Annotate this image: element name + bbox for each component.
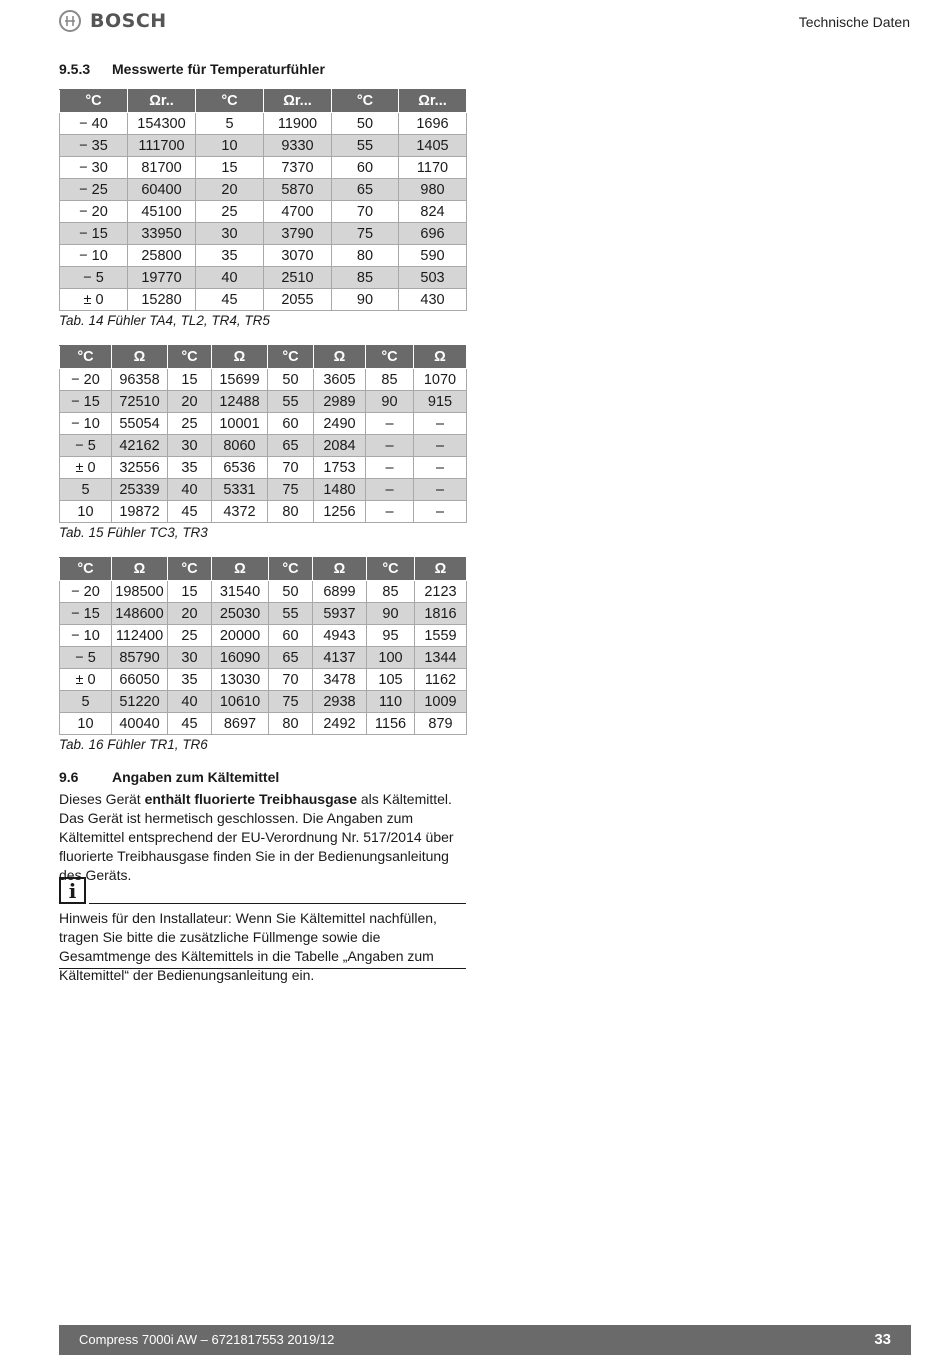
table-cell: 40040 — [112, 713, 168, 735]
table-cell: 16090 — [212, 647, 269, 669]
page-number: 33 — [874, 1331, 891, 1348]
table-cell: 15699 — [212, 369, 268, 391]
table-row — [60, 647, 467, 669]
table-cell: 2055 — [264, 289, 332, 311]
table-row — [60, 391, 467, 413]
table-cell: 19872 — [112, 501, 168, 523]
table-row — [60, 289, 467, 311]
column-header: °C — [60, 90, 128, 113]
table-row — [60, 581, 467, 603]
sensor-table-14 — [59, 89, 467, 311]
table-cell: – — [366, 501, 414, 523]
table-cell: – — [414, 479, 467, 501]
table-cell: 1070 — [414, 369, 467, 391]
table-row — [60, 625, 467, 647]
table-cell: 2084 — [314, 435, 366, 457]
table-cell: 60 — [268, 413, 314, 435]
column-header: Ω — [314, 346, 366, 369]
column-header: Ω — [212, 346, 268, 369]
table-cell: − 25 — [60, 179, 128, 201]
table-row — [60, 135, 467, 157]
table-row — [60, 501, 467, 523]
table-cell: 4700 — [264, 201, 332, 223]
table-cell: 110 — [367, 691, 415, 713]
table-caption-16: Tab. 16 Fühler TR1, TR6 — [59, 737, 208, 752]
table-cell: 30 — [168, 647, 212, 669]
table-cell: 10 — [60, 713, 112, 735]
table-cell: 55 — [268, 391, 314, 413]
table-cell: 5937 — [313, 603, 367, 625]
table-cell: 1009 — [415, 691, 467, 713]
table-cell: 2123 — [415, 581, 467, 603]
table-cell: 5 — [60, 479, 112, 501]
table-cell: 55 — [269, 603, 313, 625]
column-header: °C — [366, 346, 414, 369]
table-cell: ± 0 — [60, 457, 112, 479]
brand-name: BOSCH — [90, 10, 167, 32]
table-cell: – — [366, 435, 414, 457]
table-row — [60, 435, 467, 457]
table-cell: 25339 — [112, 479, 168, 501]
table-cell: 2938 — [313, 691, 367, 713]
table-header-row — [60, 90, 467, 113]
table-cell: 1162 — [415, 669, 467, 691]
column-header: Ωr... — [264, 90, 332, 113]
table-cell: 15 — [196, 157, 264, 179]
table-cell: – — [366, 457, 414, 479]
table-cell: 9330 — [264, 135, 332, 157]
table-cell: 90 — [332, 289, 399, 311]
table-cell: 42162 — [112, 435, 168, 457]
table-cell: 111700 — [128, 135, 196, 157]
table-cell: 85 — [366, 369, 414, 391]
sensor-table-16 — [59, 557, 467, 735]
table-cell: 20 — [168, 391, 212, 413]
table-cell: ± 0 — [60, 669, 112, 691]
table-cell: 80 — [269, 713, 313, 735]
table-cell: 30 — [196, 223, 264, 245]
table-cell: 35 — [196, 245, 264, 267]
table-cell: 915 — [414, 391, 467, 413]
table-cell: − 20 — [60, 369, 112, 391]
column-header: °C — [60, 346, 112, 369]
table-row — [60, 179, 467, 201]
paragraph-emphasis: enthält fluorierte Treibhausgase — [144, 791, 357, 807]
table-cell: 2490 — [314, 413, 366, 435]
sensor-table-15 — [59, 345, 467, 523]
table-cell: 25 — [196, 201, 264, 223]
table-cell: 100 — [367, 647, 415, 669]
table-cell: 198500 — [112, 581, 168, 603]
table-cell: 90 — [367, 603, 415, 625]
table-cell: – — [366, 413, 414, 435]
table-cell: 35 — [168, 457, 212, 479]
table-cell: − 35 — [60, 135, 128, 157]
table-cell: − 5 — [60, 435, 112, 457]
table-cell: 81700 — [128, 157, 196, 179]
table-cell: – — [414, 501, 467, 523]
table-cell: 45100 — [128, 201, 196, 223]
column-header: °C — [60, 558, 112, 581]
table-cell: 2989 — [314, 391, 366, 413]
table-cell: − 15 — [60, 223, 128, 245]
table-cell: 19770 — [128, 267, 196, 289]
info-icon: i — [59, 877, 86, 904]
table-cell: 85 — [367, 581, 415, 603]
table-row — [60, 113, 467, 135]
table-cell: 72510 — [112, 391, 168, 413]
table-cell: 60400 — [128, 179, 196, 201]
table-cell: − 10 — [60, 625, 112, 647]
table-cell: 80 — [268, 501, 314, 523]
table-cell: 20 — [196, 179, 264, 201]
table-cell: 95 — [367, 625, 415, 647]
column-header: °C — [367, 558, 415, 581]
table-cell: 10 — [60, 501, 112, 523]
table-cell: 70 — [332, 201, 399, 223]
table-cell: 60 — [332, 157, 399, 179]
table-cell: 35 — [168, 669, 212, 691]
table-cell: 40 — [196, 267, 264, 289]
table-cell: 70 — [268, 457, 314, 479]
table-cell: 1405 — [399, 135, 467, 157]
info-note-text: Hinweis für den Installateur: Wenn Sie Kältemittel nachfüllen, tragen Sie bitte die zusätzliche Füllmenge sowie die Gesamtmenge des Kältemittels in die Tabelle „Angaben zum Kältemittel“ der Bedienungsanleitung ein. — [59, 910, 437, 983]
table-cell: 15 — [168, 369, 212, 391]
bosch-armature-icon — [59, 10, 81, 32]
table-cell: 6899 — [313, 581, 367, 603]
table-cell: 55054 — [112, 413, 168, 435]
table-cell: − 30 — [60, 157, 128, 179]
table-cell: 1816 — [415, 603, 467, 625]
table-cell: 1156 — [367, 713, 415, 735]
table-cell: 1480 — [314, 479, 366, 501]
section-number: 9.5.3 — [59, 61, 91, 77]
column-header: °C — [196, 90, 264, 113]
table-cell: 8060 — [212, 435, 268, 457]
table-cell: 1344 — [415, 647, 467, 669]
table-cell: − 15 — [60, 603, 112, 625]
table-cell: − 40 — [60, 113, 128, 135]
table-cell: 31540 — [212, 581, 269, 603]
table-cell: 50 — [269, 581, 313, 603]
column-header: Ωr... — [399, 90, 467, 113]
section-heading-953 — [59, 61, 325, 77]
table-cell: 45 — [168, 501, 212, 523]
table-cell: 4372 — [212, 501, 268, 523]
column-header: °C — [268, 346, 314, 369]
paragraph-text: Dieses Gerät — [59, 791, 145, 807]
table-cell: 65 — [269, 647, 313, 669]
column-header: °C — [168, 558, 212, 581]
table-cell: 65 — [268, 435, 314, 457]
table-cell: 7370 — [264, 157, 332, 179]
table-cell: − 15 — [60, 391, 112, 413]
table-cell: − 5 — [60, 647, 112, 669]
table-cell: 10 — [196, 135, 264, 157]
table-cell: 980 — [399, 179, 467, 201]
table-cell: − 10 — [60, 413, 112, 435]
table-row — [60, 479, 467, 501]
table-cell: – — [414, 413, 467, 435]
table-row — [60, 413, 467, 435]
table-cell: 5331 — [212, 479, 268, 501]
table-cell: 85 — [332, 267, 399, 289]
table-cell: 154300 — [128, 113, 196, 135]
column-header: Ω — [415, 558, 467, 581]
table-cell: 3605 — [314, 369, 366, 391]
table-cell: − 20 — [60, 201, 128, 223]
table-cell: 2510 — [264, 267, 332, 289]
table-cell: 4137 — [313, 647, 367, 669]
column-header: Ωr.. — [128, 90, 196, 113]
table-cell: 590 — [399, 245, 467, 267]
column-header: Ω — [313, 558, 367, 581]
table-cell: 60 — [269, 625, 313, 647]
table-cell: 40 — [168, 479, 212, 501]
table-cell: 66050 — [112, 669, 168, 691]
table-row — [60, 669, 467, 691]
table-cell: 85790 — [112, 647, 168, 669]
table-cell: 105 — [367, 669, 415, 691]
table-row — [60, 267, 467, 289]
table-row — [60, 713, 467, 735]
table-cell: 70 — [269, 669, 313, 691]
table-cell: 824 — [399, 201, 467, 223]
table-cell: 1559 — [415, 625, 467, 647]
table-cell: 25 — [168, 413, 212, 435]
table-cell: 90 — [366, 391, 414, 413]
table-cell: 33950 — [128, 223, 196, 245]
section-number: 9.6 — [59, 769, 79, 785]
table-cell: 15280 — [128, 289, 196, 311]
table-cell: 30 — [168, 435, 212, 457]
table-cell: 55 — [332, 135, 399, 157]
table-cell: – — [414, 457, 467, 479]
table-cell: 15 — [168, 581, 212, 603]
divider — [59, 968, 466, 969]
table-cell: 75 — [332, 223, 399, 245]
bosch-logo — [59, 10, 167, 32]
table-cell: 20000 — [212, 625, 269, 647]
table-caption-15: Tab. 15 Fühler TC3, TR3 — [59, 525, 208, 540]
table-cell: 25 — [168, 625, 212, 647]
refrigerant-paragraph — [59, 790, 469, 885]
column-header: °C — [168, 346, 212, 369]
table-row — [60, 603, 467, 625]
table-cell: 879 — [415, 713, 467, 735]
column-header: °C — [332, 90, 399, 113]
table-cell: 8697 — [212, 713, 269, 735]
table-cell: 11900 — [264, 113, 332, 135]
table-cell: 50 — [332, 113, 399, 135]
column-header: Ω — [112, 558, 168, 581]
table-cell: 503 — [399, 267, 467, 289]
table-cell: 50 — [268, 369, 314, 391]
table-row — [60, 201, 467, 223]
table-row — [60, 457, 467, 479]
table-cell: 148600 — [112, 603, 168, 625]
table-cell: ± 0 — [60, 289, 128, 311]
table-cell: 696 — [399, 223, 467, 245]
table-cell: 1256 — [314, 501, 366, 523]
table-cell: 112400 — [112, 625, 168, 647]
table-cell: 25800 — [128, 245, 196, 267]
table-cell: 5 — [60, 691, 112, 713]
section-title: Angaben zum Kältemittel — [112, 769, 280, 785]
table-cell: 51220 — [112, 691, 168, 713]
table-cell: 80 — [332, 245, 399, 267]
table-cell: 4943 — [313, 625, 367, 647]
table-row — [60, 691, 467, 713]
divider — [89, 903, 466, 904]
table-cell: 45 — [168, 713, 212, 735]
column-header: °C — [269, 558, 313, 581]
table-cell: 3478 — [313, 669, 367, 691]
table-cell: – — [366, 479, 414, 501]
table-cell: 20 — [168, 603, 212, 625]
table-cell: 12488 — [212, 391, 268, 413]
table-cell: – — [414, 435, 467, 457]
table-cell: − 5 — [60, 267, 128, 289]
table-cell: 3790 — [264, 223, 332, 245]
table-cell: 430 — [399, 289, 467, 311]
table-cell: 32556 — [112, 457, 168, 479]
footer-bar — [59, 1325, 911, 1355]
table-cell: 75 — [269, 691, 313, 713]
table-row — [60, 157, 467, 179]
table-cell: 65 — [332, 179, 399, 201]
paragraph-text: als Kältemittel. Das Gerät ist hermetisch geschlossen. Die Angaben zum Kältemittel entsprechend der EU-Verordnung Nr. 517/2014 über fluorierte Treibhausgase finden Sie in der Bedienungsanleitung des Geräts. — [59, 791, 454, 883]
table-cell: 1696 — [399, 113, 467, 135]
table-cell: − 20 — [60, 581, 112, 603]
table-cell: − 10 — [60, 245, 128, 267]
column-header: Ω — [112, 346, 168, 369]
table-cell: 40 — [168, 691, 212, 713]
table-cell: 10610 — [212, 691, 269, 713]
table-cell: 45 — [196, 289, 264, 311]
table-row — [60, 223, 467, 245]
table-header-row — [60, 346, 467, 369]
table-cell: 6536 — [212, 457, 268, 479]
table-row — [60, 245, 467, 267]
table-cell: 75 — [268, 479, 314, 501]
table-cell: 3070 — [264, 245, 332, 267]
footer-document-id: Compress 7000i AW – 6721817553 2019/12 — [79, 1332, 335, 1347]
column-header: Ω — [414, 346, 467, 369]
table-cell: 1170 — [399, 157, 467, 179]
table-cell: 25030 — [212, 603, 269, 625]
table-caption-14: Tab. 14 Fühler TA4, TL2, TR4, TR5 — [59, 313, 270, 328]
table-cell: 1753 — [314, 457, 366, 479]
table-cell: 13030 — [212, 669, 269, 691]
section-title: Messwerte für Temperaturfühler — [112, 61, 325, 77]
column-header: Ω — [212, 558, 269, 581]
table-header-row — [60, 558, 467, 581]
table-cell: 5 — [196, 113, 264, 135]
section-heading-96 — [59, 769, 279, 785]
table-cell: 5870 — [264, 179, 332, 201]
table-cell: 96358 — [112, 369, 168, 391]
header-section-title: Technische Daten — [798, 14, 910, 30]
table-row — [60, 369, 467, 391]
table-cell: 10001 — [212, 413, 268, 435]
table-cell: 2492 — [313, 713, 367, 735]
